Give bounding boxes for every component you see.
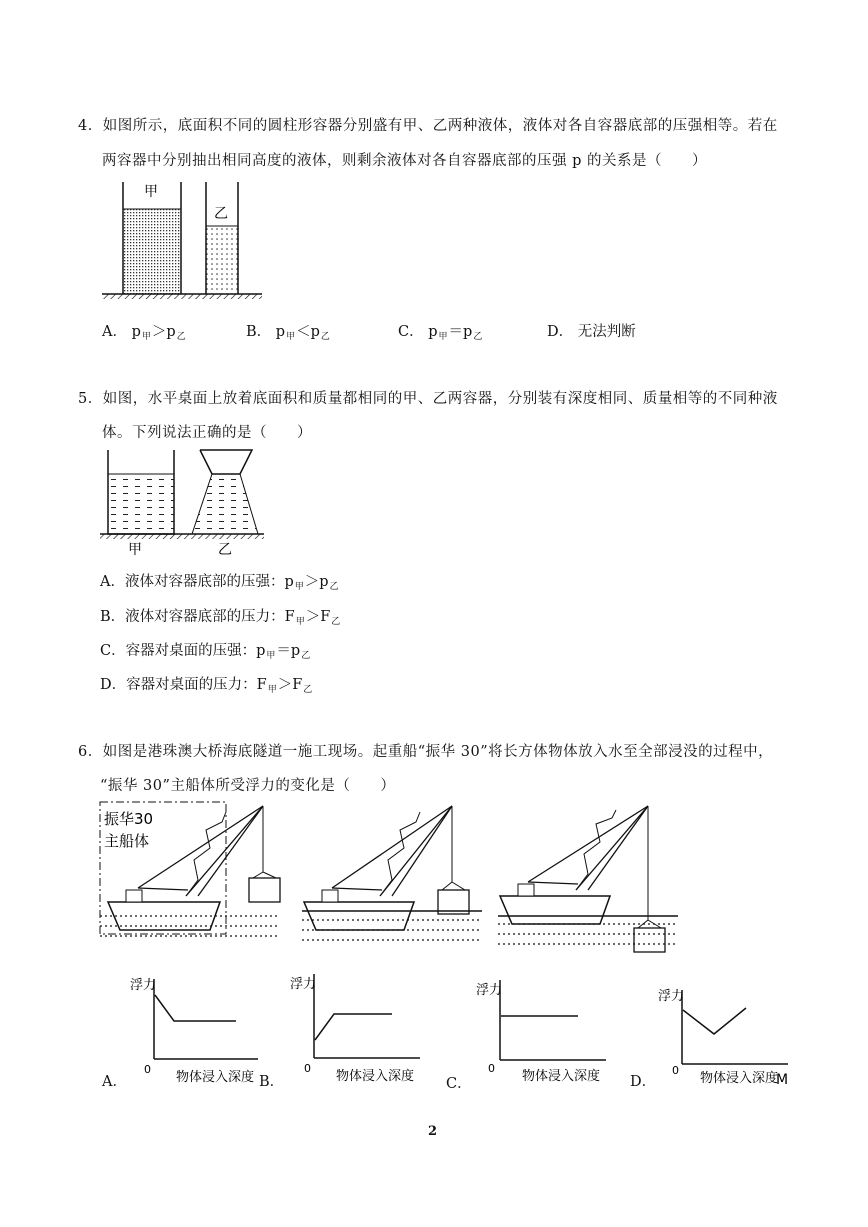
ship-label-line1: 振华30 bbox=[104, 810, 154, 828]
graph-c-origin: 0 bbox=[488, 1062, 495, 1075]
q4-option-a[interactable]: A． $p_甲>p_乙$ bbox=[102, 324, 186, 342]
graph-b-ylabel: 浮力 bbox=[290, 977, 317, 992]
q6-number: 6． bbox=[78, 744, 103, 760]
q6-graph-c[interactable] bbox=[472, 972, 632, 1082]
q5-option-d[interactable]: D．容器对桌面的压力：$F_甲>F_乙$ bbox=[100, 677, 313, 695]
graph-d-origin: 0 bbox=[672, 1064, 679, 1077]
graph-d-ylabel: 浮力 bbox=[658, 989, 685, 1004]
q4-number: 4． bbox=[78, 118, 103, 134]
q5-label-yi: 乙 bbox=[218, 542, 232, 558]
q6-graph-b[interactable] bbox=[280, 970, 440, 1084]
q4-stem-line2: 两容器中分别抽出相同高度的液体，则剩余液体对各自容器底部的压强 p 的关系是（ ） bbox=[102, 153, 707, 169]
q6-option-a-letter[interactable]: A． bbox=[102, 1074, 127, 1090]
q4-stem-line1: 如图所示，底面积不同的圆柱形容器分别盛有甲、乙两种液体，液体对各自容器底部的压强相等。若在 bbox=[102, 118, 778, 134]
q4-liquid-yi bbox=[206, 226, 238, 294]
graph-d-xlabel: 物体浸入深度 bbox=[700, 1071, 779, 1086]
q6-stem-line2: “振华 30”主船体所受浮力的变化是（ ） bbox=[100, 778, 396, 794]
q6-scene-1 bbox=[98, 800, 298, 950]
q6-graph-d[interactable] bbox=[652, 978, 822, 1088]
q6-option-b-letter[interactable]: B． bbox=[259, 1074, 285, 1090]
q5-number: 5． bbox=[78, 391, 103, 407]
q4-option-d[interactable]: D． 无法判断 bbox=[547, 324, 636, 340]
graph-c-ylabel: 浮力 bbox=[476, 983, 503, 998]
graph-d-stray-mark: M bbox=[776, 1072, 789, 1088]
graph-b-curve bbox=[315, 1014, 392, 1040]
q6-option-c-letter[interactable]: C． bbox=[446, 1076, 472, 1092]
q6-line1 bbox=[78, 740, 773, 761]
page-number: 2 bbox=[428, 1124, 438, 1139]
graph-c-xlabel: 物体浸入深度 bbox=[522, 1069, 601, 1084]
q4-liquid-jia bbox=[123, 209, 181, 294]
q4-option-b[interactable]: B． $p_甲<p_乙$ bbox=[246, 324, 330, 342]
q6-scene-3 bbox=[498, 800, 698, 970]
q6-graph-a[interactable] bbox=[118, 975, 278, 1085]
q6-option-d-letter[interactable]: D． bbox=[630, 1074, 657, 1090]
q5-label-jia: 甲 bbox=[128, 542, 142, 558]
q4-option-c[interactable]: C． $p_甲=p_乙$ bbox=[398, 324, 483, 342]
q4-label-jia: 甲 bbox=[144, 184, 158, 200]
q6-stem-line1: 如图是港珠澳大桥海底隧道一施工现场。起重船“振华 30”将长方体物体放入水至全部浸没的过程中， bbox=[102, 744, 774, 760]
graph-b-origin: 0 bbox=[304, 1062, 311, 1075]
q5-liquid-jia bbox=[108, 474, 174, 534]
q5-stem-line2: 体。下列说法正确的是（ ） bbox=[102, 425, 312, 441]
q6-scene-2 bbox=[302, 800, 502, 950]
q5-stem-line1: 如图，水平桌面上放着底面积和质量都相同的甲、乙两容器，分别装有深度相同、质量相等的不同种液 bbox=[102, 391, 778, 407]
q5-option-c[interactable]: C．容器对桌面的压强：$p_甲=p_乙$ bbox=[100, 643, 311, 661]
q4-line1 bbox=[78, 114, 778, 135]
q5-figure bbox=[98, 448, 268, 558]
q5-option-a[interactable]: A．液体对容器底部的压强：$p_甲>p_乙$ bbox=[100, 574, 339, 592]
graph-b-xlabel: 物体浸入深度 bbox=[336, 1069, 415, 1084]
ship-label-line2: 主船体 bbox=[104, 832, 150, 850]
q5-liquid-yi bbox=[192, 474, 258, 534]
q5-option-b[interactable]: B．液体对容器底部的压力：$F_甲>F_乙$ bbox=[100, 609, 341, 627]
graph-d-curve bbox=[683, 1008, 746, 1034]
q4-label-yi: 乙 bbox=[214, 206, 228, 222]
q5-line1 bbox=[78, 387, 778, 408]
q4-figure bbox=[100, 182, 270, 302]
graph-a-xlabel: 物体浸入深度 bbox=[176, 1070, 255, 1085]
graph-a-ylabel: 浮力 bbox=[130, 978, 157, 993]
graph-a-curve bbox=[155, 995, 236, 1021]
graph-a-origin: 0 bbox=[144, 1063, 151, 1076]
